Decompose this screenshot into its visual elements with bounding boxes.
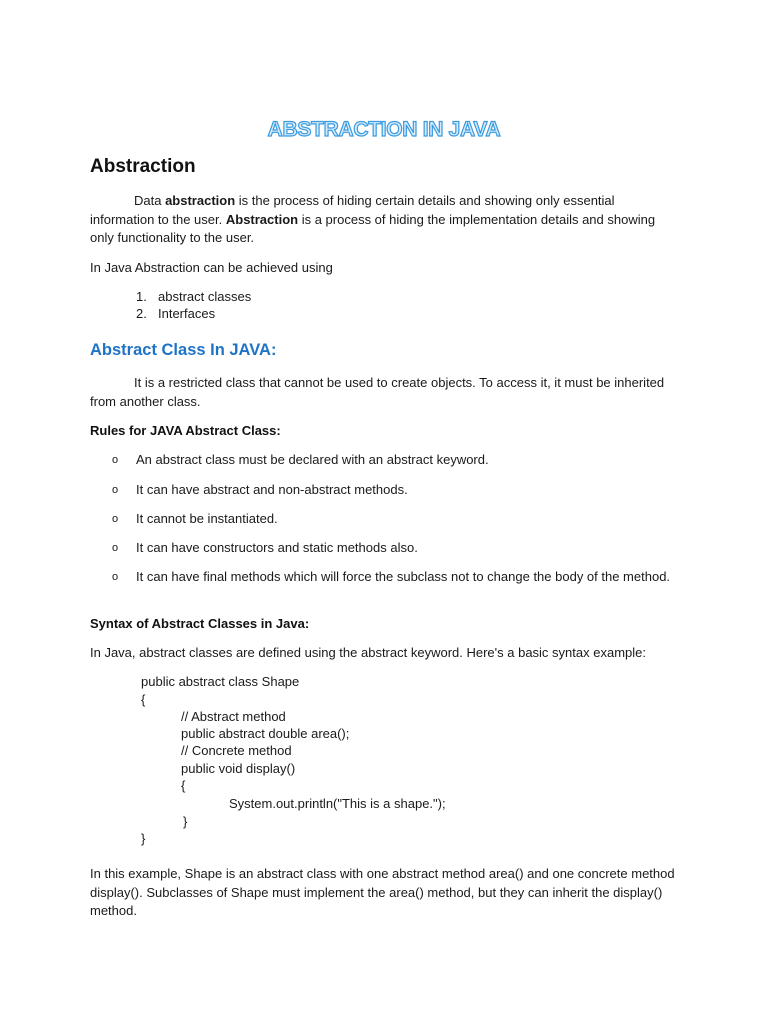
bullet-icon: o [112,484,119,496]
list-item: o It can have constructors and static methods also. [112,539,672,558]
page-title: ABSTRACTION IN JAVA [267,118,501,141]
code-line: // Concrete method [181,743,292,758]
closing-paragraph: In this example, Shape is an abstract class with one abstract method area() and one concrete method display(). Subclasses of Shape must implement the area() method, but they can inherit the display() method. [90,866,675,919]
code-line: // Abstract method [181,709,286,724]
code-line: public abstract class Shape [141,674,300,689]
syntax-heading: Syntax of Abstract Classes in Java: [90,616,310,631]
code-line: System.out.println("This is a shape."); [229,796,446,811]
code-line: { [141,692,146,707]
bullet-icon: o [112,454,119,466]
list-item: o It cannot be instantiated. [112,510,672,529]
bullet-icon: o [112,571,119,583]
list-item: o It can have final methods which will force the subclass not to change the body of the method. [112,568,672,587]
code-line: } [141,831,146,846]
list-item: 1. abstract classes [136,289,252,304]
heading-abstract-class: Abstract Class In JAVA: [90,341,277,359]
code-line: } [183,814,188,829]
heading-abstraction: Abstraction [90,156,196,177]
achieved-using-paragraph: In Java Abstraction can be achieved using [90,260,333,275]
abstract-class-paragraph: It is a restricted class that cannot be used to create objects. To access it, it must be inherited from another class. [90,375,665,409]
rules-heading: Rules for JAVA Abstract Class: [90,423,281,438]
bullet-icon: o [112,513,119,525]
syntax-intro-paragraph: In Java, abstract classes are defined using the abstract keyword. Here's a basic syntax example: [90,645,646,660]
intro-paragraph: Data abstraction is the process of hiding certain details and showing only essential information to the user. Abstraction is a process of hiding the implementation details and showing only functionality to the user. [90,193,656,246]
bullet-icon: o [112,542,119,554]
code-line: { [181,778,186,793]
list-item: o It can have abstract and non-abstract methods. [112,481,672,500]
code-line: public void display() [181,761,296,776]
list-item: 2. Interfaces [136,306,216,321]
list-item: o An abstract class must be declared with an abstract keyword. [112,451,672,470]
code-line: public abstract double area(); [181,726,350,741]
